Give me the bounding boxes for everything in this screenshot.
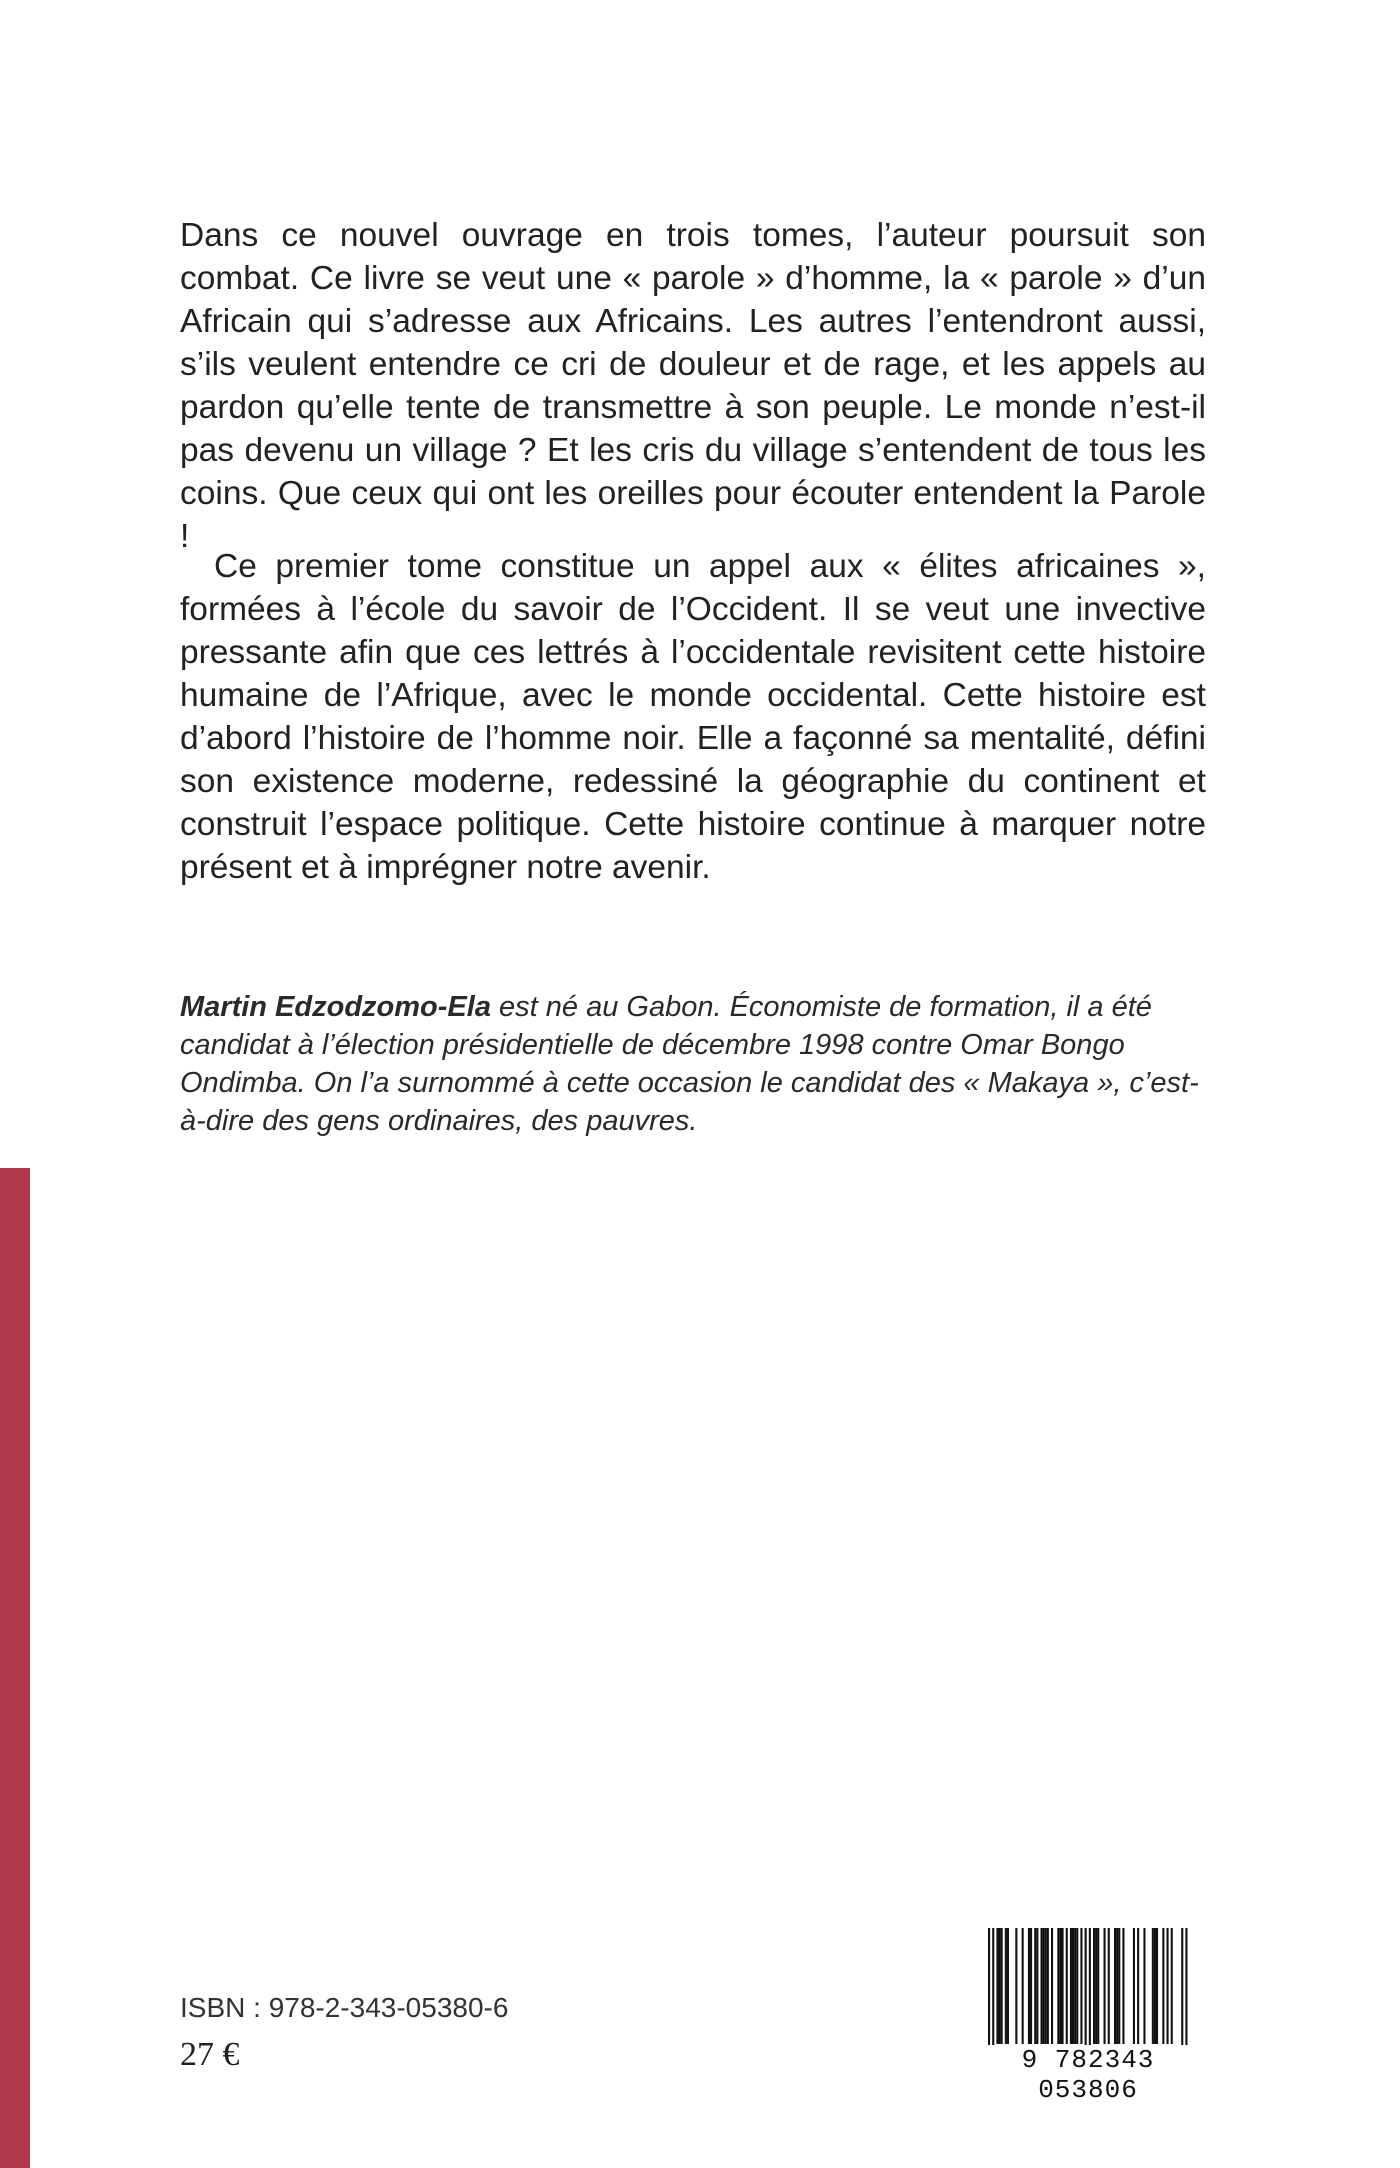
barcode-bar (1118, 1928, 1120, 2044)
side-color-bar (0, 1168, 30, 2168)
barcode-bar (1089, 1928, 1091, 2056)
barcode-bar (1028, 1928, 1030, 2044)
barcode-bar (1047, 1928, 1049, 2044)
barcode-bar (1143, 1928, 1145, 2044)
description-paragraph-2: Ce premier tome constitue un appel aux « élites africaines », formées à l’école du savoir de l’Occident. Il se veut une invective pressante afin que ces lettrés à l’occidentale revisitent cette histoire humaine de l’Afrique, avec le monde occidental. Cette histoire est d’abord l’histoire de l’homme noir. Elle a façonné sa mentalité, défini son existence moderne, redessiné la géographie du continent et construit l’espace politique. Cette histoire continue à marquer notre présent et à imprégner notre avenir. (180, 548, 1206, 886)
barcode-bar (1051, 1928, 1053, 2044)
barcode-bar (1114, 1928, 1116, 2044)
barcode-bar (1156, 1928, 1158, 2044)
barcode-bar (1167, 1928, 1169, 2044)
barcode-bar (1070, 1928, 1072, 2044)
barcode-bar (1059, 1928, 1061, 2044)
author-bio (180, 988, 1210, 1140)
barcode-bar (1030, 1928, 1032, 2044)
barcode-bar (1007, 1928, 1009, 2044)
barcode-bar (1045, 1928, 1047, 2044)
barcode-bar (1015, 1928, 1017, 2044)
barcode-bar (1005, 1928, 1007, 2044)
barcode-bar (1041, 1928, 1043, 2044)
barcode-bar (1076, 1928, 1078, 2044)
barcode-bar (1104, 1928, 1106, 2044)
barcode-bar (1097, 1928, 1099, 2044)
author-name: Martin Edzodzomo-Ela (180, 991, 491, 1023)
isbn-label: ISBN : 978-2-343-05380-6 (180, 1992, 509, 2023)
barcode-bar (1034, 1928, 1036, 2044)
barcode-bar (1162, 1928, 1164, 2044)
barcode-bar (1074, 1928, 1076, 2044)
barcode-bar (1043, 1928, 1045, 2044)
barcode-bar (1062, 1928, 1064, 2044)
barcode-bar (1116, 1928, 1118, 2044)
barcode-bar (1080, 1928, 1082, 2044)
barcode-bar (1066, 1928, 1068, 2044)
description-paragraph-1: Dans ce nouvel ouvrage en trois tomes, l’auteur poursuit son combat. Ce livre se veut une « parole » d’homme, la « parole » d’un Africain qui s’adresse aux Africains. Les autres l’entendront aussi, s’ils veulent entendre ce cri de douleur et de rage, et les appels au pardon qu’elle tente de transmettre à son peuple. Le monde n’est-il pas devenu un village ? Et les cris du village s’entendent de tous les coins. Que ceux qui ont les oreilles pour écouter entendent la Parole ! (180, 217, 1206, 555)
barcode-digits: 9 782343 053806 (968, 2045, 1208, 2105)
barcode-bar (988, 1928, 990, 2056)
barcode-bar (1154, 1928, 1156, 2044)
barcode-bar (1137, 1928, 1139, 2044)
barcode-bar (1108, 1928, 1110, 2044)
bio-text-rest: candidat à l’élection présidentielle de décembre 1998 contre Omar Bongo Ondimba. On l’a surnommé à cette occasion le candidat des « Makaya », c’est-à-dire des gens ordinaires, des pauvres. (180, 1029, 1199, 1137)
barcode-bar (1181, 1928, 1183, 2056)
barcode-bar (996, 1928, 998, 2044)
barcode-bar (1152, 1928, 1154, 2044)
barcode-bar (1122, 1928, 1124, 2044)
price-label: 27 € (180, 2036, 240, 2073)
barcode-bar (1036, 1928, 1038, 2044)
barcode-bar (1133, 1928, 1135, 2044)
barcode-bar (1185, 1928, 1187, 2056)
bio-text-line-1: est né au Gabon. Économiste de formation, il a été (490, 991, 1152, 1023)
barcode-bar (1057, 1928, 1059, 2044)
barcode-bar (999, 1928, 1001, 2044)
barcode-bar (992, 1928, 994, 2056)
barcode-bar (1085, 1928, 1087, 2056)
barcode-bar (1022, 1928, 1024, 2044)
barcode-bar (1001, 1928, 1003, 2044)
barcode-bar (1093, 1928, 1095, 2044)
barcode (968, 1928, 1208, 2105)
barcode-bar (1072, 1928, 1074, 2044)
barcode-bar (1095, 1928, 1097, 2044)
barcode-bar (1171, 1928, 1173, 2044)
